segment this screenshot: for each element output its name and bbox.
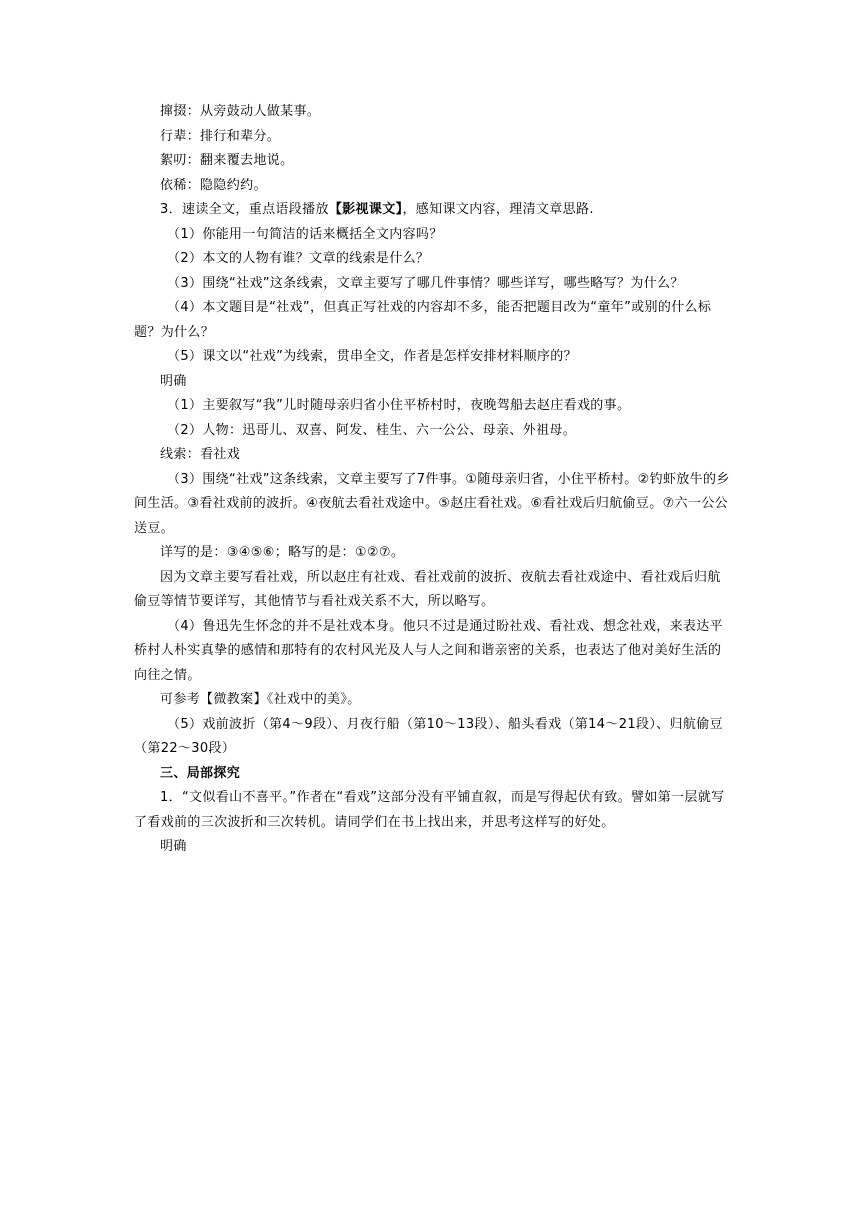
section-3-question-1: 1．“文似看山不喜平。”作者在“看戏”这部分没有平铺直叙，而是写得起伏有致。譬如第一层就写了看戏前的三次波折和三次转机。请同学们在书上找出来，并思考这样写的好处。 — [134, 790, 725, 830]
answer-1: （1）主要叙写“我”儿时随母亲归省小住平桥村时，夜晚驾船去赵庄看戏的事。 — [167, 398, 631, 413]
answer-clue: 线索：看社戏 — [160, 447, 241, 462]
item-3-bold-link: 【影视课文】 — [328, 202, 403, 217]
answer-reason: 因为文章主要写看社戏，所以赵庄有社戏、看社戏前的波折、夜航去看社戏途中、看社戏后归航偷豆等情节要详写，其他情节与看社戏关系不大，所以略写。 — [134, 569, 721, 609]
vocab-item-1: 撺掇：从旁鼓动人做某事。 — [160, 104, 321, 119]
answer-detail: 详写的是：③④⑤⑥；略写的是：①②⑦。 — [160, 545, 405, 560]
answer-3: （3）围绕“社戏”这条线索，文章主要写了7件事。①随母亲归省，小住平桥村。②钓虾放牛的乡间生活。③看社戏前的波折。④夜航去看社戏途中。⑤赵庄看社戏。⑥看社戏后归航偷豆。⑦六一公公送豆。 — [134, 471, 730, 536]
question-4: （4）本文题目是“社戏”，但真正写社戏的内容却不多，能否把题目改为“童年”或别的什么标题？为什么？ — [134, 300, 712, 340]
answer-4: （4）鲁迅先生怀念的并不是社戏本身。他只不过是通过盼社戏、看社戏、想念社戏，来表达平桥村人朴实真挚的感情和那特有的农村风光及人与人之间和谐亲密的关系，也表达了他对美好生活的向往之情。 — [134, 618, 723, 683]
question-3: （3）围绕“社戏”这条线索，文章主要写了哪几件事情？哪些详写，哪些略写？为什么？ — [167, 275, 684, 291]
item-3-text-end: ，感知课文内容，理清文章思路. — [402, 202, 594, 217]
answer-heading: 明确 — [160, 373, 187, 389]
question-2: （2）本文的人物有谁？文章的线索是什么？ — [167, 251, 430, 266]
answer-5: （5）戏前波折（第4～9段）、月夜行船（第10～13段）、船头看戏（第14～21段）、归航偷豆（第22～30段） — [134, 716, 723, 756]
answer-2: （2）人物：迅哥儿、双喜、阿发、桂生、六一公公、母亲、外祖母。 — [167, 422, 577, 438]
answer-reference: 可参考【微教案】《社戏中的美》。 — [160, 692, 361, 707]
answer-heading-2: 明确 — [160, 839, 187, 854]
vocab-item-4: 依稀：隐隐约约。 — [160, 177, 267, 193]
question-1: （1）你能用一句简洁的话来概括全文内容吗？ — [167, 226, 443, 242]
item-3-text: 3．速读全文，重点语段播放 — [160, 202, 329, 217]
vocab-item-3: 絮叨：翻来覆去地说。 — [160, 153, 294, 168]
item-3-instruction — [134, 198, 730, 223]
section-3-title: 三、局部探究 — [160, 765, 241, 781]
question-5: （5）课文以“社戏”为线索，贯串全文，作者是怎样安排材料顺序的？ — [167, 349, 577, 364]
vocab-item-2: 行辈：排行和辈分。 — [160, 128, 281, 144]
document-body — [134, 100, 730, 860]
